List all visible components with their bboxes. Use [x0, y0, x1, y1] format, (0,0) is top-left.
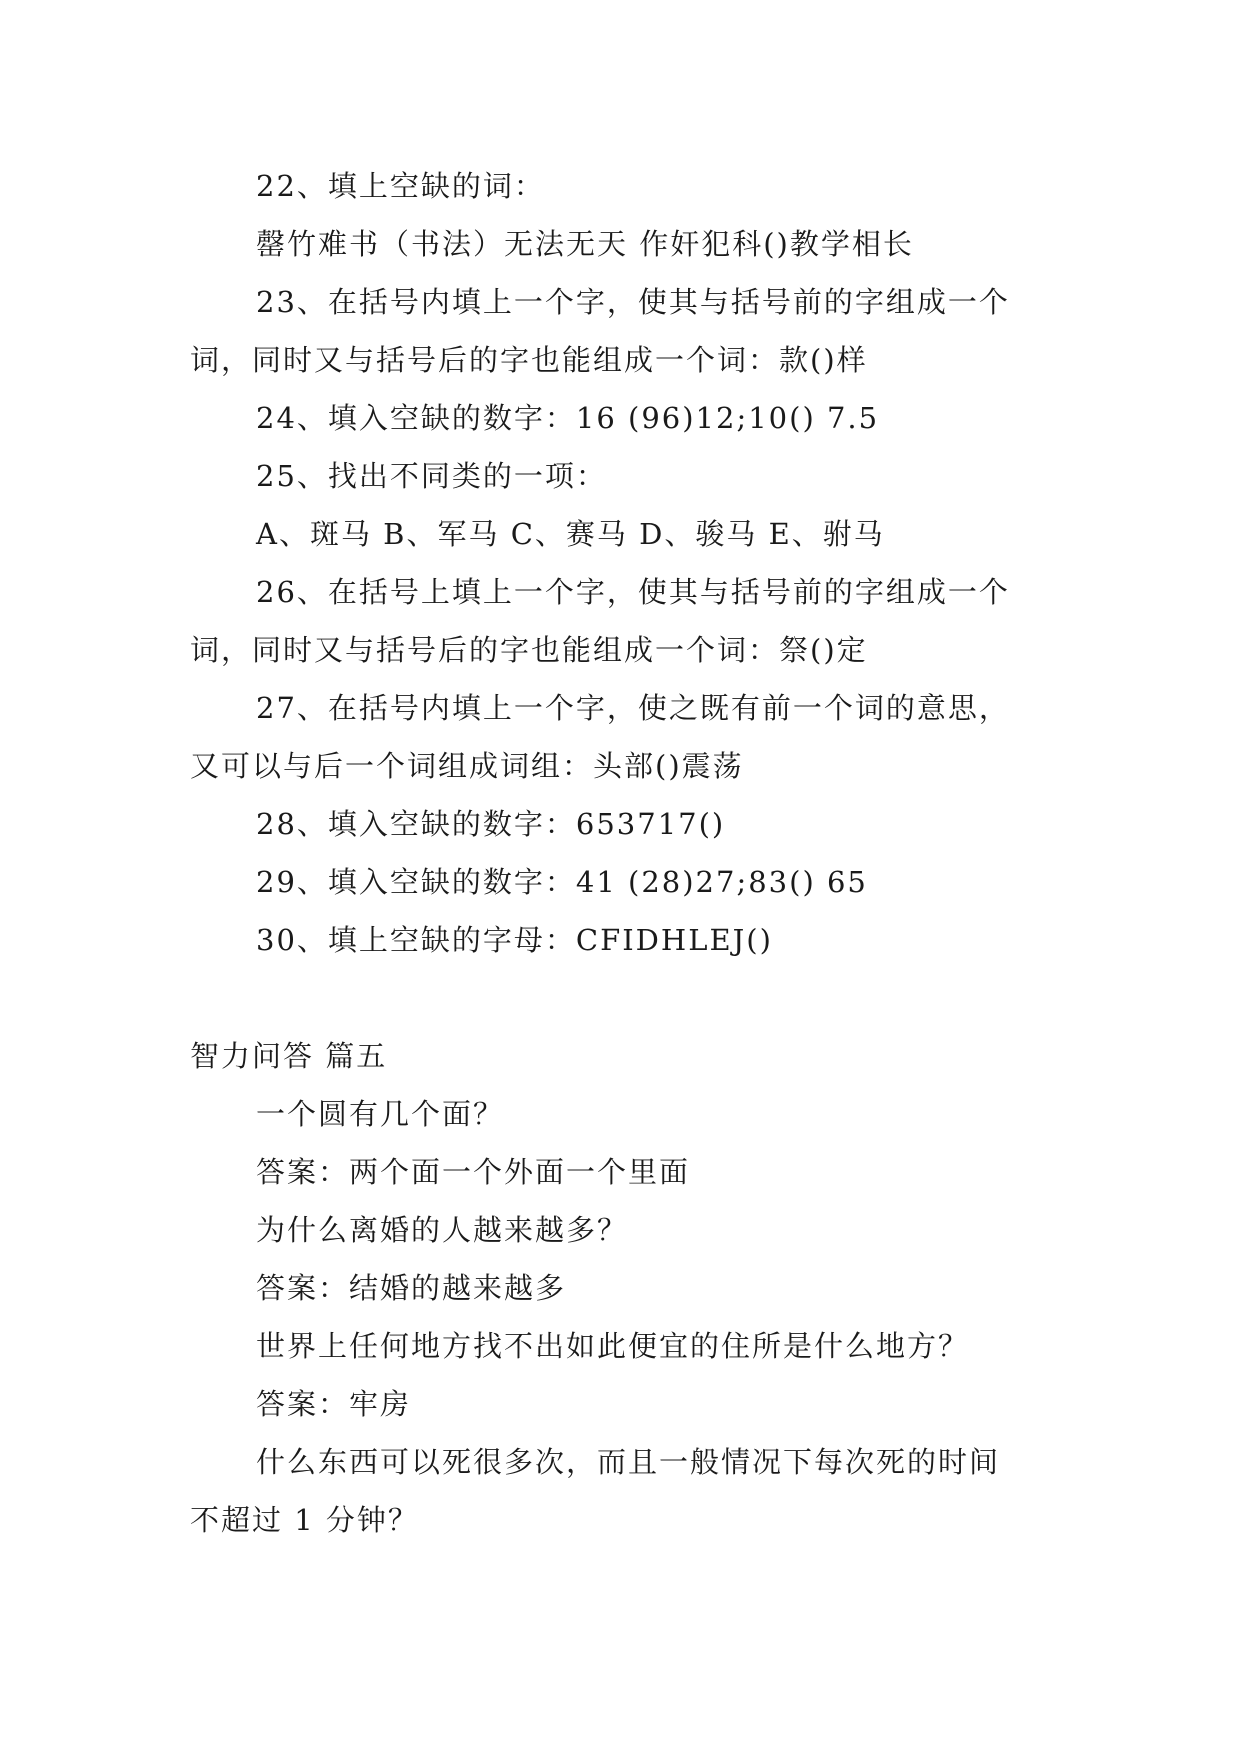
qa-line: 答案：牢房 — [256, 1387, 412, 1421]
section-title: 智力问答 篇五 — [190, 1039, 388, 1073]
question-24: 24、填入空缺的数字：16 (96)12;10() 7.5 — [256, 401, 880, 435]
qa-line: 答案：两个面一个外面一个里面 — [256, 1155, 691, 1189]
qa-line: 什么东西可以死很多次，而且一般情况下每次死的时间 — [256, 1445, 1001, 1479]
question-23: 23、在括号内填上一个字，使其与括号前的字组成一个 — [256, 285, 1010, 319]
qa-line: 为什么离婚的人越来越多？ — [256, 1213, 629, 1247]
question-30: 30、填上空缺的字母：CFIDHLEJ() — [256, 923, 773, 957]
question-27-continuation: 又可以与后一个词组成词组：头部()震荡 — [190, 749, 744, 783]
qa-line: 不超过 1 分钟？ — [190, 1503, 419, 1537]
qa-line: 世界上任何地方找不出如此便宜的住所是什么地方？ — [256, 1329, 970, 1363]
question-29: 29、填入空缺的数字：41 (28)27;83() 65 — [256, 865, 868, 899]
question-25: 25、找出不同类的一项： — [256, 459, 607, 493]
question-23-continuation: 词，同时又与括号后的字也能组成一个词：款()样 — [190, 343, 868, 377]
question-22-body: 罄竹难书（书法）无法无天 作奸犯科()教学相长 — [256, 227, 914, 261]
question-22: 22、填上空缺的词： — [256, 169, 545, 203]
question-25-options: A、斑马 B、军马 C、赛马 D、骏马 E、驸马 — [256, 517, 885, 551]
qa-line: 答案：结婚的越来越多 — [256, 1271, 567, 1305]
question-26: 26、在括号上填上一个字，使其与括号前的字组成一个 — [256, 575, 1010, 609]
question-28: 28、填入空缺的数字：653717() — [256, 807, 726, 841]
qa-line: 一个圆有几个面？ — [256, 1097, 505, 1131]
question-26-continuation: 词，同时又与括号后的字也能组成一个词：祭()定 — [190, 633, 868, 667]
question-27: 27、在括号内填上一个字，使之既有前一个词的意思， — [256, 691, 1010, 725]
